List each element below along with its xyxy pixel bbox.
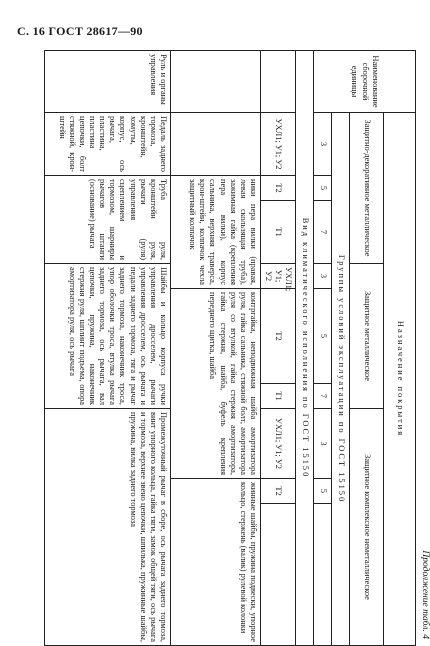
header-unit: Наименование сборочной единицы — [314, 51, 416, 113]
main-row-col-a: Педаль заднего тормоза, кронштейн, хомуты, корпус, ось рычага, пластина, пластина цепочки, болт стяжной, крон-штейн — [45, 113, 171, 176]
group-number: 3 — [314, 113, 332, 176]
climate-code: УХЛ1; У1; У2 — [260, 409, 295, 479]
prev-row-name — [170, 51, 260, 113]
climate-code: Т1 — [260, 201, 295, 264]
group-number: 5 — [314, 176, 332, 201]
climate-code: Т1 — [260, 384, 295, 409]
prev-row-nonmetal: жинные шайбы, пружина подвески, упорное кольцо, стержень (валик) рулевой колонки — [170, 479, 260, 646]
group-number: 3 — [314, 409, 332, 479]
climate-code: Т2 — [260, 289, 295, 384]
main-row-col-c: Шайбы и кольцо корпуса ручки управления дросселем, рычаги управления дросселем, ось рычага и педали заднего тормоза, тяга и рычаг заднего тормоза, наконечник троса, упор оболочки троса, втулка рычага заднего тормоза, ось рычага, вал цепочки, пружина, наконечник стержня руля, шплинт подъема, опора амортизатора руля, ось рычага — [45, 264, 171, 409]
header-protective: Защитное металлическое — [350, 264, 384, 409]
main-row-col-d: Промежуточный рычаг в сборе, ось рычага заднего тормоза, винт упорного кольца, гайка тяги, замок общей тяги, ось рычага и тормоза, верхнее звено цепочки, шпилька, пружинные шайбы, пружина, вилка заднего тормоза — [45, 409, 171, 646]
continuation-label: Продолжение табл. 4 — [420, 550, 430, 639]
page-header: С. 16 ГОСТ 28617—90 — [17, 24, 143, 38]
main-row-col-b: Труба руля, кронштейн руля, рычаги (руля) управления сцеплением и тормозом, шарниры рычагов штанги (основание) рычага — [45, 176, 171, 264]
climate-code: УХЛ1; У1; У2 — [260, 264, 295, 289]
header-nonmetal: Защитное комплексное неметаллическое — [350, 409, 384, 646]
climate-blank — [260, 504, 295, 646]
climate-code: УХЛ1; У1; У2 — [260, 113, 295, 176]
group-number: 5 — [314, 479, 332, 504]
rotated-table-area — [44, 50, 430, 645]
climate-code: Т2 — [260, 479, 295, 504]
main-row-name: Руль и органы управления — [45, 51, 171, 113]
climate-code: Т2 — [260, 176, 295, 201]
header-groups: Группы условий эксплуатации по ГОСТ 15150 — [332, 113, 350, 646]
header-coatings: Назначение покрытия — [384, 113, 416, 646]
group-number: 3 — [314, 264, 332, 289]
coatings-table — [44, 50, 416, 646]
group-number: 5 — [314, 289, 332, 384]
climate-blank — [260, 51, 295, 113]
header-climate: Вид климатического исполнения по ГОСТ 15150 — [296, 51, 314, 646]
prev-row-decorative: ники пера вилки (правая, левая скользящая труба), зажимная гайка (крепления пера вилки), корпус сальника, верхняя траверса, крон-штейн, колпачок чехла защитный колпачок — [170, 176, 260, 289]
prev-row-cell — [170, 113, 260, 176]
prev-row-protective: контргайка, неподвижная шайба амортизатора руля, гайка сальника, стяжной болт, амортизатора руля со втулкой, гайка стержня амортизатора, гайка стержня, шайба, буфель крепления переднего щитка, шайба — [170, 289, 260, 479]
group-number: 7 — [314, 384, 332, 409]
group-number: 7 — [314, 201, 332, 264]
header-decorative: Защитно-декоративное металлическое — [350, 113, 384, 264]
